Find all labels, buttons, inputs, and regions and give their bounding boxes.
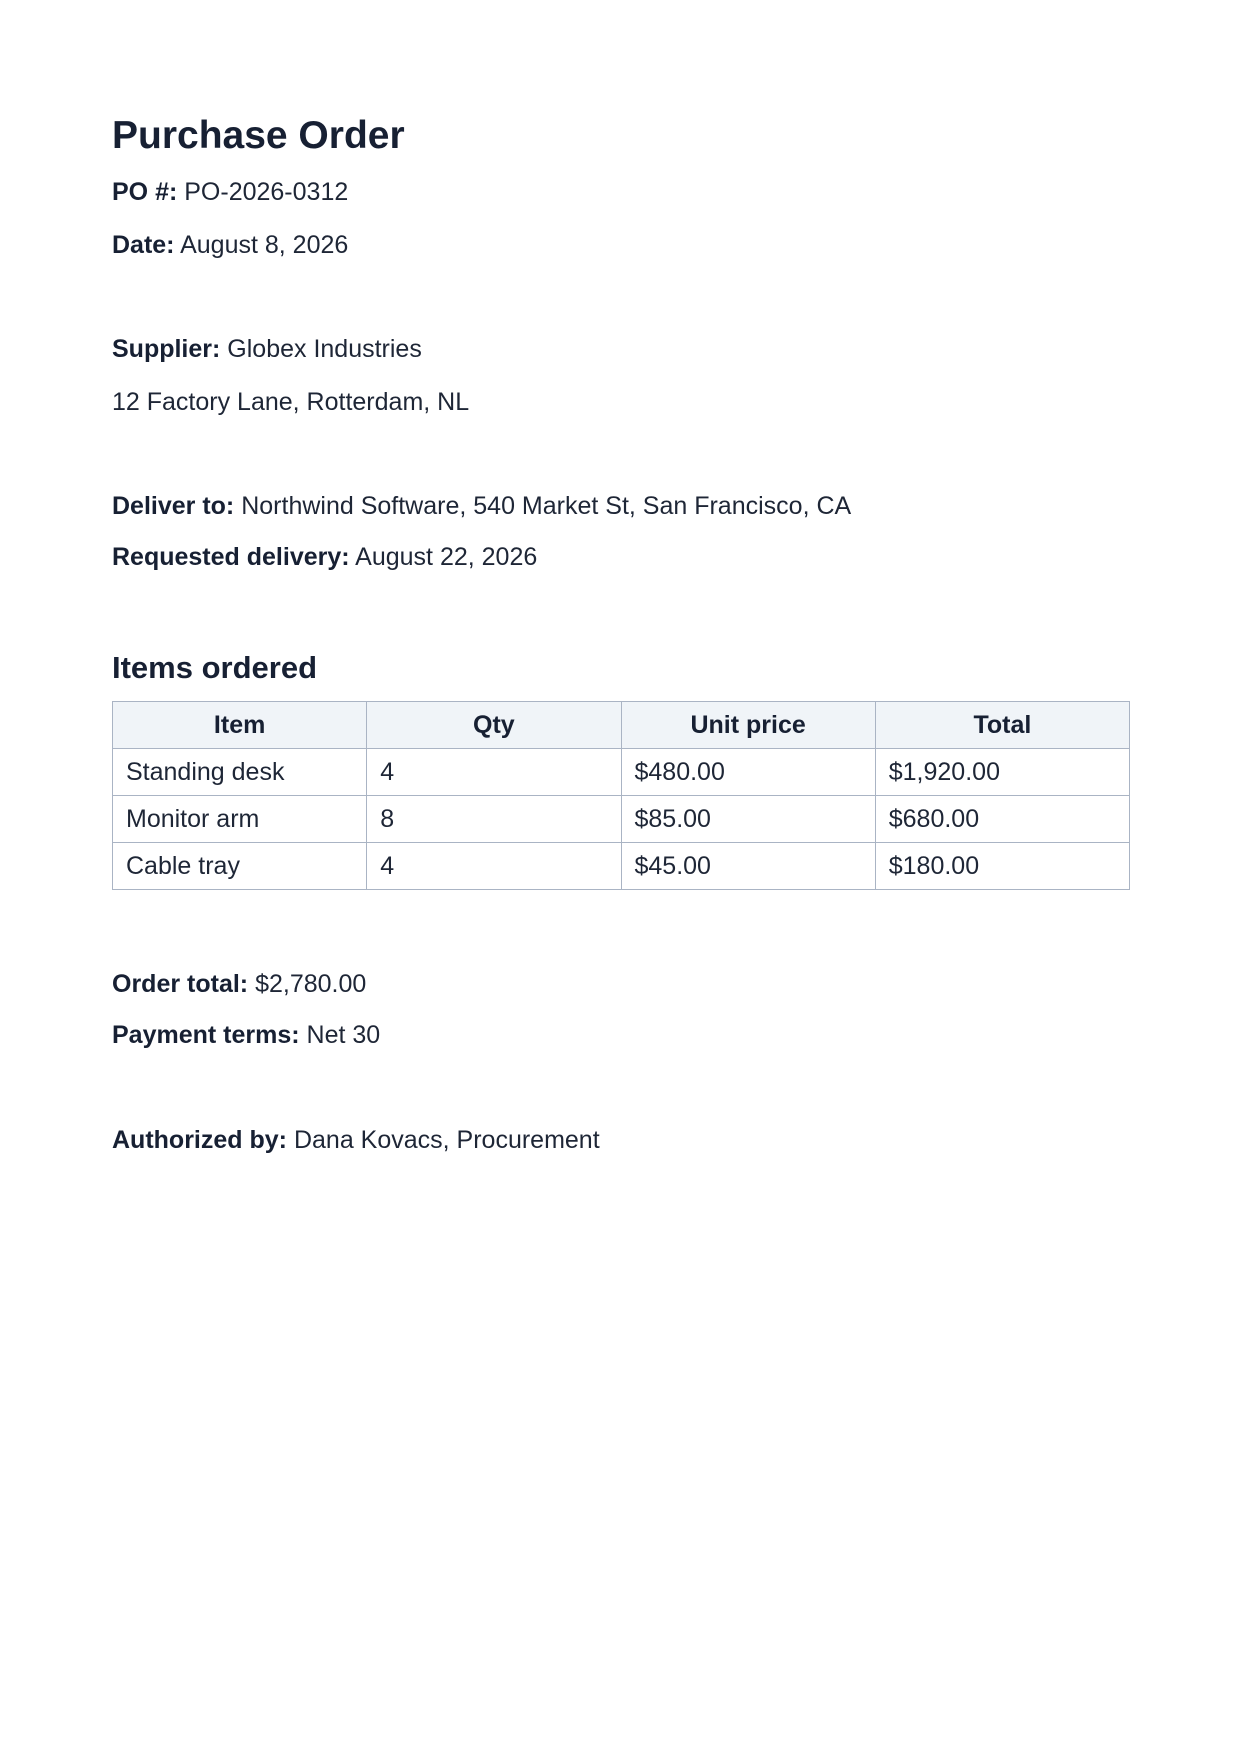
- supplier-line: [112, 333, 422, 365]
- deliver-to-label: Deliver to:: [112, 492, 235, 520]
- unit-price-cell: $45.00: [621, 843, 875, 890]
- deliver-to-line: [112, 490, 851, 522]
- qty-cell: 8: [367, 796, 621, 843]
- date-label: Date:: [112, 231, 175, 259]
- qty-cell: 4: [367, 749, 621, 796]
- unit-price-cell: $85.00: [621, 796, 875, 843]
- item-cell: Cable tray: [113, 843, 367, 890]
- po-number-line: [112, 176, 348, 208]
- requested-delivery-value: August 22, 2026: [355, 543, 538, 571]
- column-header-unit-price: Unit price: [621, 702, 875, 749]
- document-title: Purchase Order: [112, 114, 405, 157]
- column-header-item: Item: [113, 702, 367, 749]
- qty-cell: 4: [367, 843, 621, 890]
- table-row: [113, 749, 1130, 796]
- order-total-label: Order total:: [112, 970, 249, 998]
- order-total-line: [112, 968, 366, 1000]
- requested-delivery-line: [112, 541, 537, 573]
- po-number-label: PO #:: [112, 178, 178, 206]
- table-row: [113, 843, 1130, 890]
- authorized-by-line: [112, 1124, 600, 1156]
- po-number-value: PO-2026-0312: [184, 178, 349, 206]
- items-section-title: Items ordered: [112, 650, 318, 685]
- column-header-total: Total: [875, 702, 1129, 749]
- authorized-by-value: Dana Kovacs, Procurement: [293, 1126, 600, 1154]
- total-cell: $180.00: [875, 843, 1129, 890]
- date-value: August 8, 2026: [180, 231, 349, 259]
- supplier-name: Globex Industries: [227, 335, 422, 363]
- requested-delivery-label: Requested delivery:: [112, 543, 350, 571]
- date-line: [112, 229, 348, 261]
- payment-terms-label: Payment terms:: [112, 1021, 300, 1049]
- total-cell: $680.00: [875, 796, 1129, 843]
- items-table: [112, 701, 1130, 890]
- authorized-by-label: Authorized by:: [112, 1126, 287, 1154]
- order-total-value: $2,780.00: [255, 970, 367, 998]
- column-header-qty: Qty: [367, 702, 621, 749]
- unit-price-cell: $480.00: [621, 749, 875, 796]
- table-header-row: [113, 702, 1130, 749]
- deliver-to-value: Northwind Software, 540 Market St, San Francisco, CA: [241, 492, 852, 520]
- item-cell: Monitor arm: [113, 796, 367, 843]
- supplier-address: 12 Factory Lane, Rotterdam, NL: [112, 388, 470, 416]
- item-cell: Standing desk: [113, 749, 367, 796]
- supplier-label: Supplier:: [112, 335, 221, 363]
- payment-terms-line: [112, 1019, 380, 1051]
- total-cell: $1,920.00: [875, 749, 1129, 796]
- payment-terms-value: Net 30: [306, 1021, 381, 1049]
- table-row: [113, 796, 1130, 843]
